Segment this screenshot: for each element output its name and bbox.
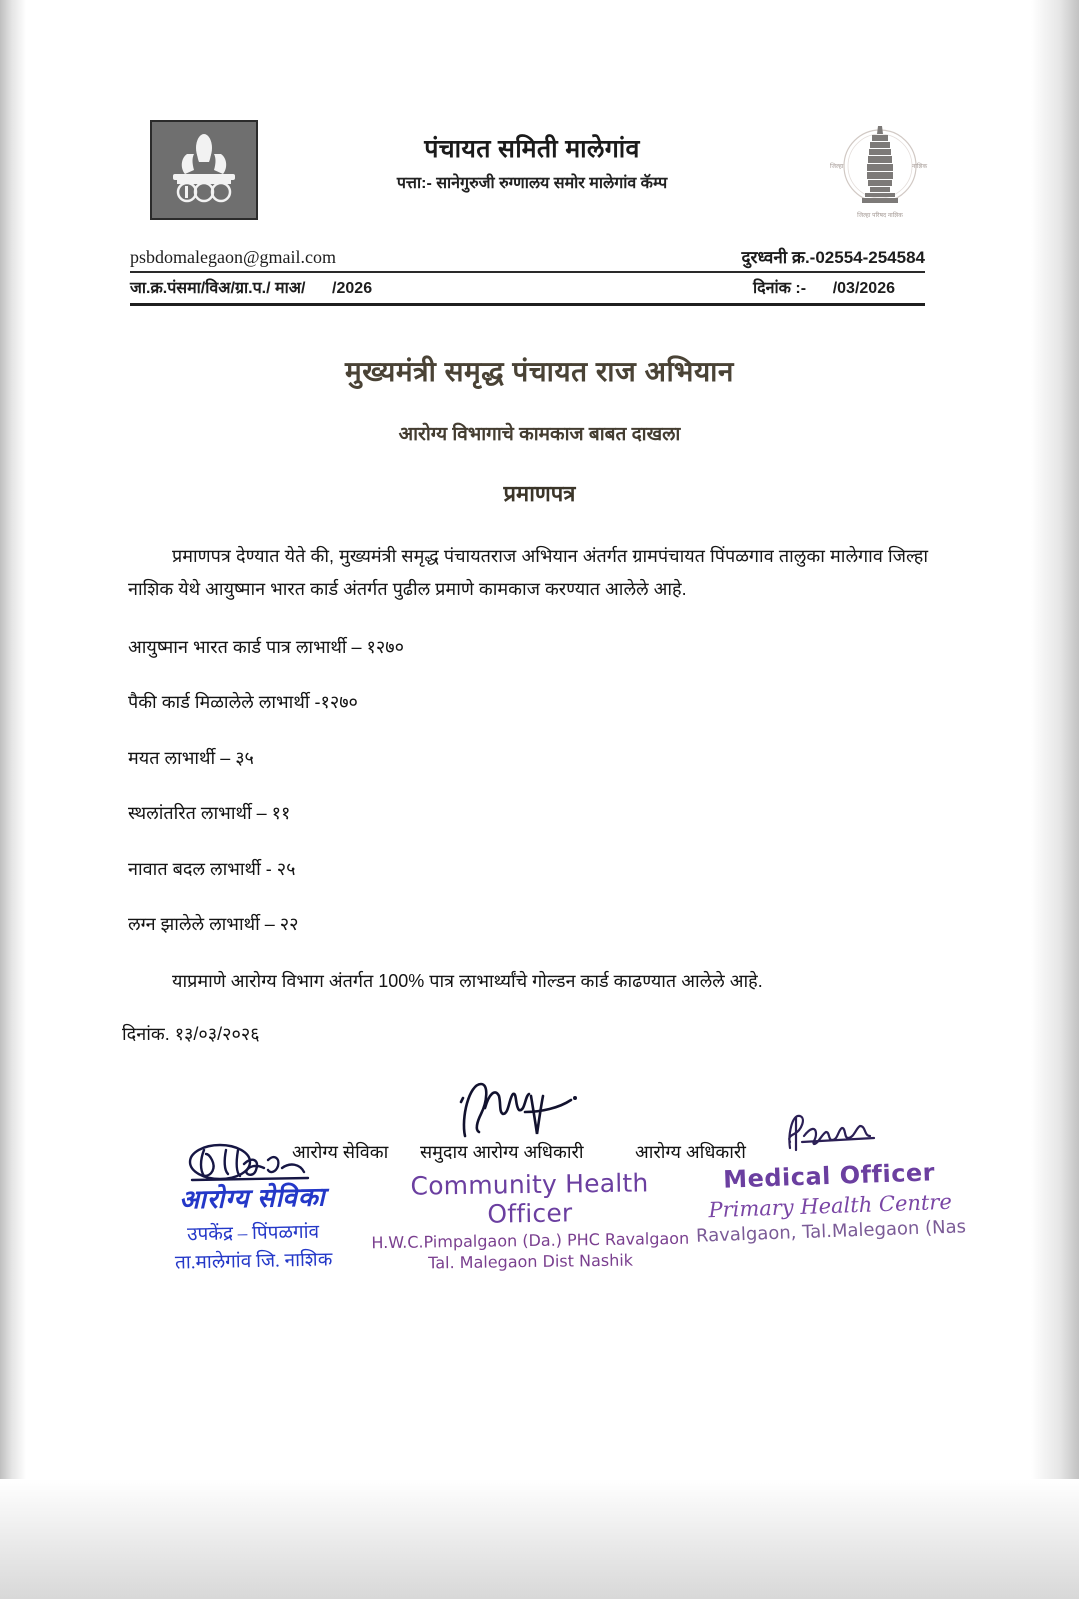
signature-label-asha: आरोग्य सेविका (292, 1142, 389, 1162)
stamp-mo-line2: Primary Health Centre (708, 1189, 953, 1223)
phone-number: दुरध्वनी क्र.-02554-254584 (741, 248, 925, 267)
ashoka-emblem-icon (150, 120, 258, 220)
stamp-cho-line3: Tal. Malegaon Dist Nashik (428, 1250, 634, 1273)
reference-row (130, 276, 925, 298)
scheme-title: मुख्यमंत्री समृद्ध पंचायत राज अभियान (345, 356, 734, 387)
stamp-mo-line3: Ravalgaon, Tal.Malegaon (Nas (695, 1216, 967, 1247)
stamp-community-health-officer (369, 1168, 690, 1273)
header-divider-bottom (130, 303, 925, 306)
document-date: दिनांक. १३/०३/२०२६ (122, 1024, 260, 1044)
scan-edge-shadow-right (1031, 0, 1079, 1599)
signature-mark-mo (782, 1110, 878, 1159)
contact-row (130, 245, 925, 268)
scan-edge-shadow-left (0, 0, 26, 1599)
header-divider-top (130, 271, 925, 273)
signature-label-cho: समुदाय आरोग्य अधिकारी (420, 1142, 584, 1162)
svg-text:जिल्हा: जिल्हा (830, 164, 844, 170)
stamp-asha-line3: ता.मालेगांव जि. नाशिक (174, 1249, 333, 1274)
stamp-mo-line1: Medical Officer (722, 1158, 936, 1194)
list-item: नावात बदल लाभार्थी - २५ (128, 858, 296, 879)
subject-line: आरोग्य विभागाचे कामकाज बाबत दाखला (398, 424, 681, 445)
list-item: पैकी कार्ड मिळालेले लाभार्थी -१२७० (128, 692, 358, 713)
certificate-heading: प्रमाणपत्र (503, 481, 576, 506)
organization-address: पत्ता:- सानेगुरुजी रुग्णालय समोर मालेगांव कॅम्प (396, 175, 668, 192)
intro-paragraph: प्रमाणपत्र देण्यात येते की, मुख्यमंत्री समृद्ध पंचायतराज अभियान अंतर्गत ग्रामपंचायत पिंपळगाव तालुका मालेगाव जिल्हा नाशिक येथे आयुष्मान भारत कार्ड अंतर्गत पुढील प्रमाणे कामकाज करण्यात आलेले आहे. (128, 546, 928, 600)
stamp-asha-line1: आरोग्य सेविका (178, 1182, 326, 1215)
reference-date: दिनांक :- /03/2026 (752, 280, 895, 297)
svg-text:जिल्हा परिषद नाशिक: जिल्हा परिषद नाशिक (857, 213, 903, 219)
list-item: लग्न झालेले लाभार्थी – २२ (128, 913, 299, 934)
reference-number: जा.क्र.पंसमा/विअ/ग्रा.प./ माअ/ /2026 (130, 280, 373, 297)
signature-label-mo: आरोग्य अधिकारी (635, 1142, 746, 1162)
stamp-medical-officer (679, 1157, 982, 1247)
stamp-asha-line2: उपकेंद्र – पिंपळगांव (186, 1221, 320, 1245)
stamp-cho-line1: Community Health Officer (410, 1168, 649, 1229)
signature-mark-cho (455, 1078, 585, 1145)
stamp-cho-line2: H.W.C.Pimpalgaon (Da.) PHC Ravalgaon (371, 1228, 690, 1253)
letterhead (132, 112, 928, 232)
list-item: मयत लाभार्थी – ३५ (128, 747, 254, 768)
statistics-list (128, 636, 828, 968)
organization-block (322, 134, 742, 193)
list-item: स्थलांतरित लाभार्थी – ११ (128, 803, 291, 824)
email-address: psbdomalegaon@gmail.com (130, 247, 337, 267)
list-item: आयुष्मान भारत कार्ड पात्र लाभार्थी – १२७० (128, 637, 404, 657)
zilla-parishad-nashik-emblem-icon (820, 118, 940, 222)
svg-text:नाशिक: नाशिक (912, 164, 928, 170)
signature-area (0, 1080, 1079, 1340)
stamp-asha-worker (137, 1181, 369, 1277)
closing-paragraph: याप्रमाणे आरोग्य विभाग अंतर्गत 100% पात्र लाभार्थ्यांचे गोल्डन कार्ड काढण्यात आलेले आहे. (172, 971, 763, 991)
scan-edge-shadow-bottom (0, 1479, 1079, 1599)
organization-title: पंचायत समिती मालेगांव (424, 135, 640, 163)
